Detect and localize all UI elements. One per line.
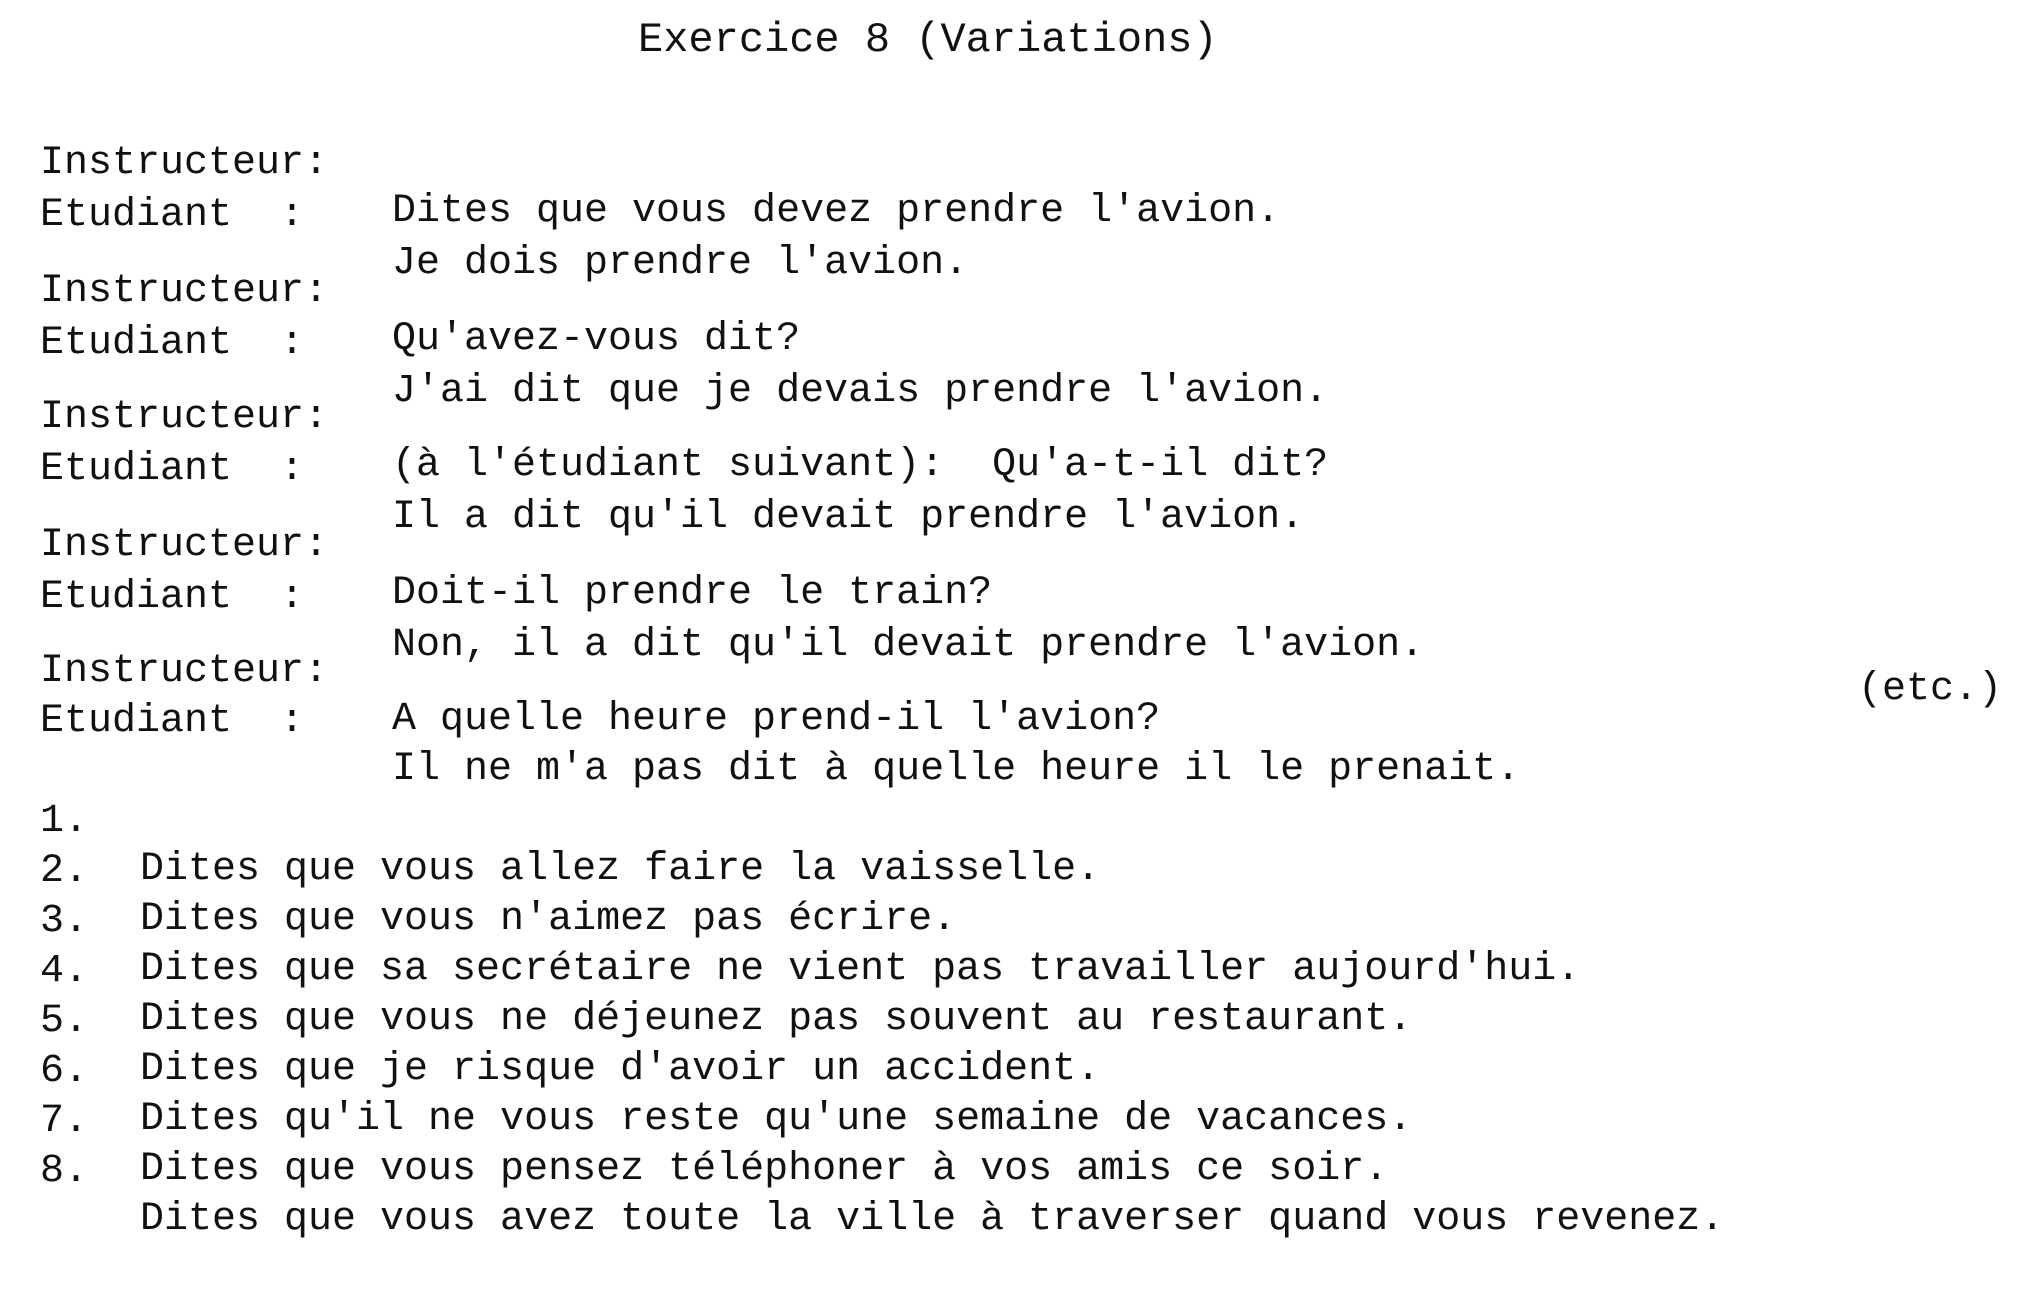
speaker-label: Etudiant :: [40, 193, 305, 238]
item-text: Dites que vous allez faire la vaisselle.: [140, 847, 1101, 892]
item-text: Dites qu'il ne vous reste qu'une semaine de vacances.: [140, 1097, 1413, 1142]
item-number: 1.: [40, 799, 89, 844]
item-number: 8.: [40, 1149, 89, 1194]
item-text: Dites que sa secrétaire ne vient pas travailler aujourd'hui.: [140, 947, 1581, 992]
item-text: Dites que vous n'aimez pas écrire.: [140, 897, 957, 942]
item-number: 6.: [40, 1049, 89, 1094]
item-text: Dites que je risque d'avoir un accident.: [140, 1047, 1101, 1092]
speaker-label: Instructeur:: [40, 649, 329, 694]
speaker-label: Etudiant :: [40, 699, 305, 744]
item-number: 5.: [40, 999, 89, 1044]
item-number: 4.: [40, 949, 89, 994]
dialogue-text: J'ai dit que je devais prendre l'avion.: [392, 369, 1329, 414]
speaker-label: Etudiant :: [40, 447, 305, 492]
etc-note: (etc.): [1858, 667, 2003, 712]
item-number: 7.: [40, 1099, 89, 1144]
exercise-title: Exercice 8 (Variations): [638, 16, 1218, 64]
item-number: 2.: [40, 849, 89, 894]
item-number: 3.: [40, 899, 89, 944]
dialogue-text: (à l'étudiant suivant): Qu'a-t-il dit?: [392, 443, 1329, 488]
speaker-label: Instructeur:: [40, 141, 329, 186]
item-text: Dites que vous pensez téléphoner à vos amis ce soir.: [140, 1147, 1389, 1192]
speaker-label: Etudiant :: [40, 321, 305, 366]
speaker-label: Instructeur:: [40, 395, 329, 440]
dialogue-text: Dites que vous devez prendre l'avion.: [392, 189, 1281, 234]
item-text: Dites que vous ne déjeunez pas souvent au restaurant.: [140, 997, 1413, 1042]
dialogue-text: Je dois prendre l'avion.: [392, 241, 969, 286]
speaker-label: Etudiant :: [40, 575, 305, 620]
dialogue-text: Non, il a dit qu'il devait prendre l'avion.: [392, 623, 1425, 668]
dialogue-text: Doit-il prendre le train?: [392, 571, 993, 616]
dialogue-text: Il ne m'a pas dit à quelle heure il le prenait.: [392, 747, 1521, 792]
dialogue-text: Il a dit qu'il devait prendre l'avion.: [392, 495, 1305, 540]
dialogue-text: Qu'avez-vous dit?: [392, 317, 801, 362]
speaker-label: Instructeur:: [40, 523, 329, 568]
item-text: Dites que vous avez toute la ville à traverser quand vous revenez.: [140, 1197, 1725, 1242]
dialogue-text: A quelle heure prend-il l'avion?: [392, 697, 1161, 742]
speaker-label: Instructeur:: [40, 269, 329, 314]
